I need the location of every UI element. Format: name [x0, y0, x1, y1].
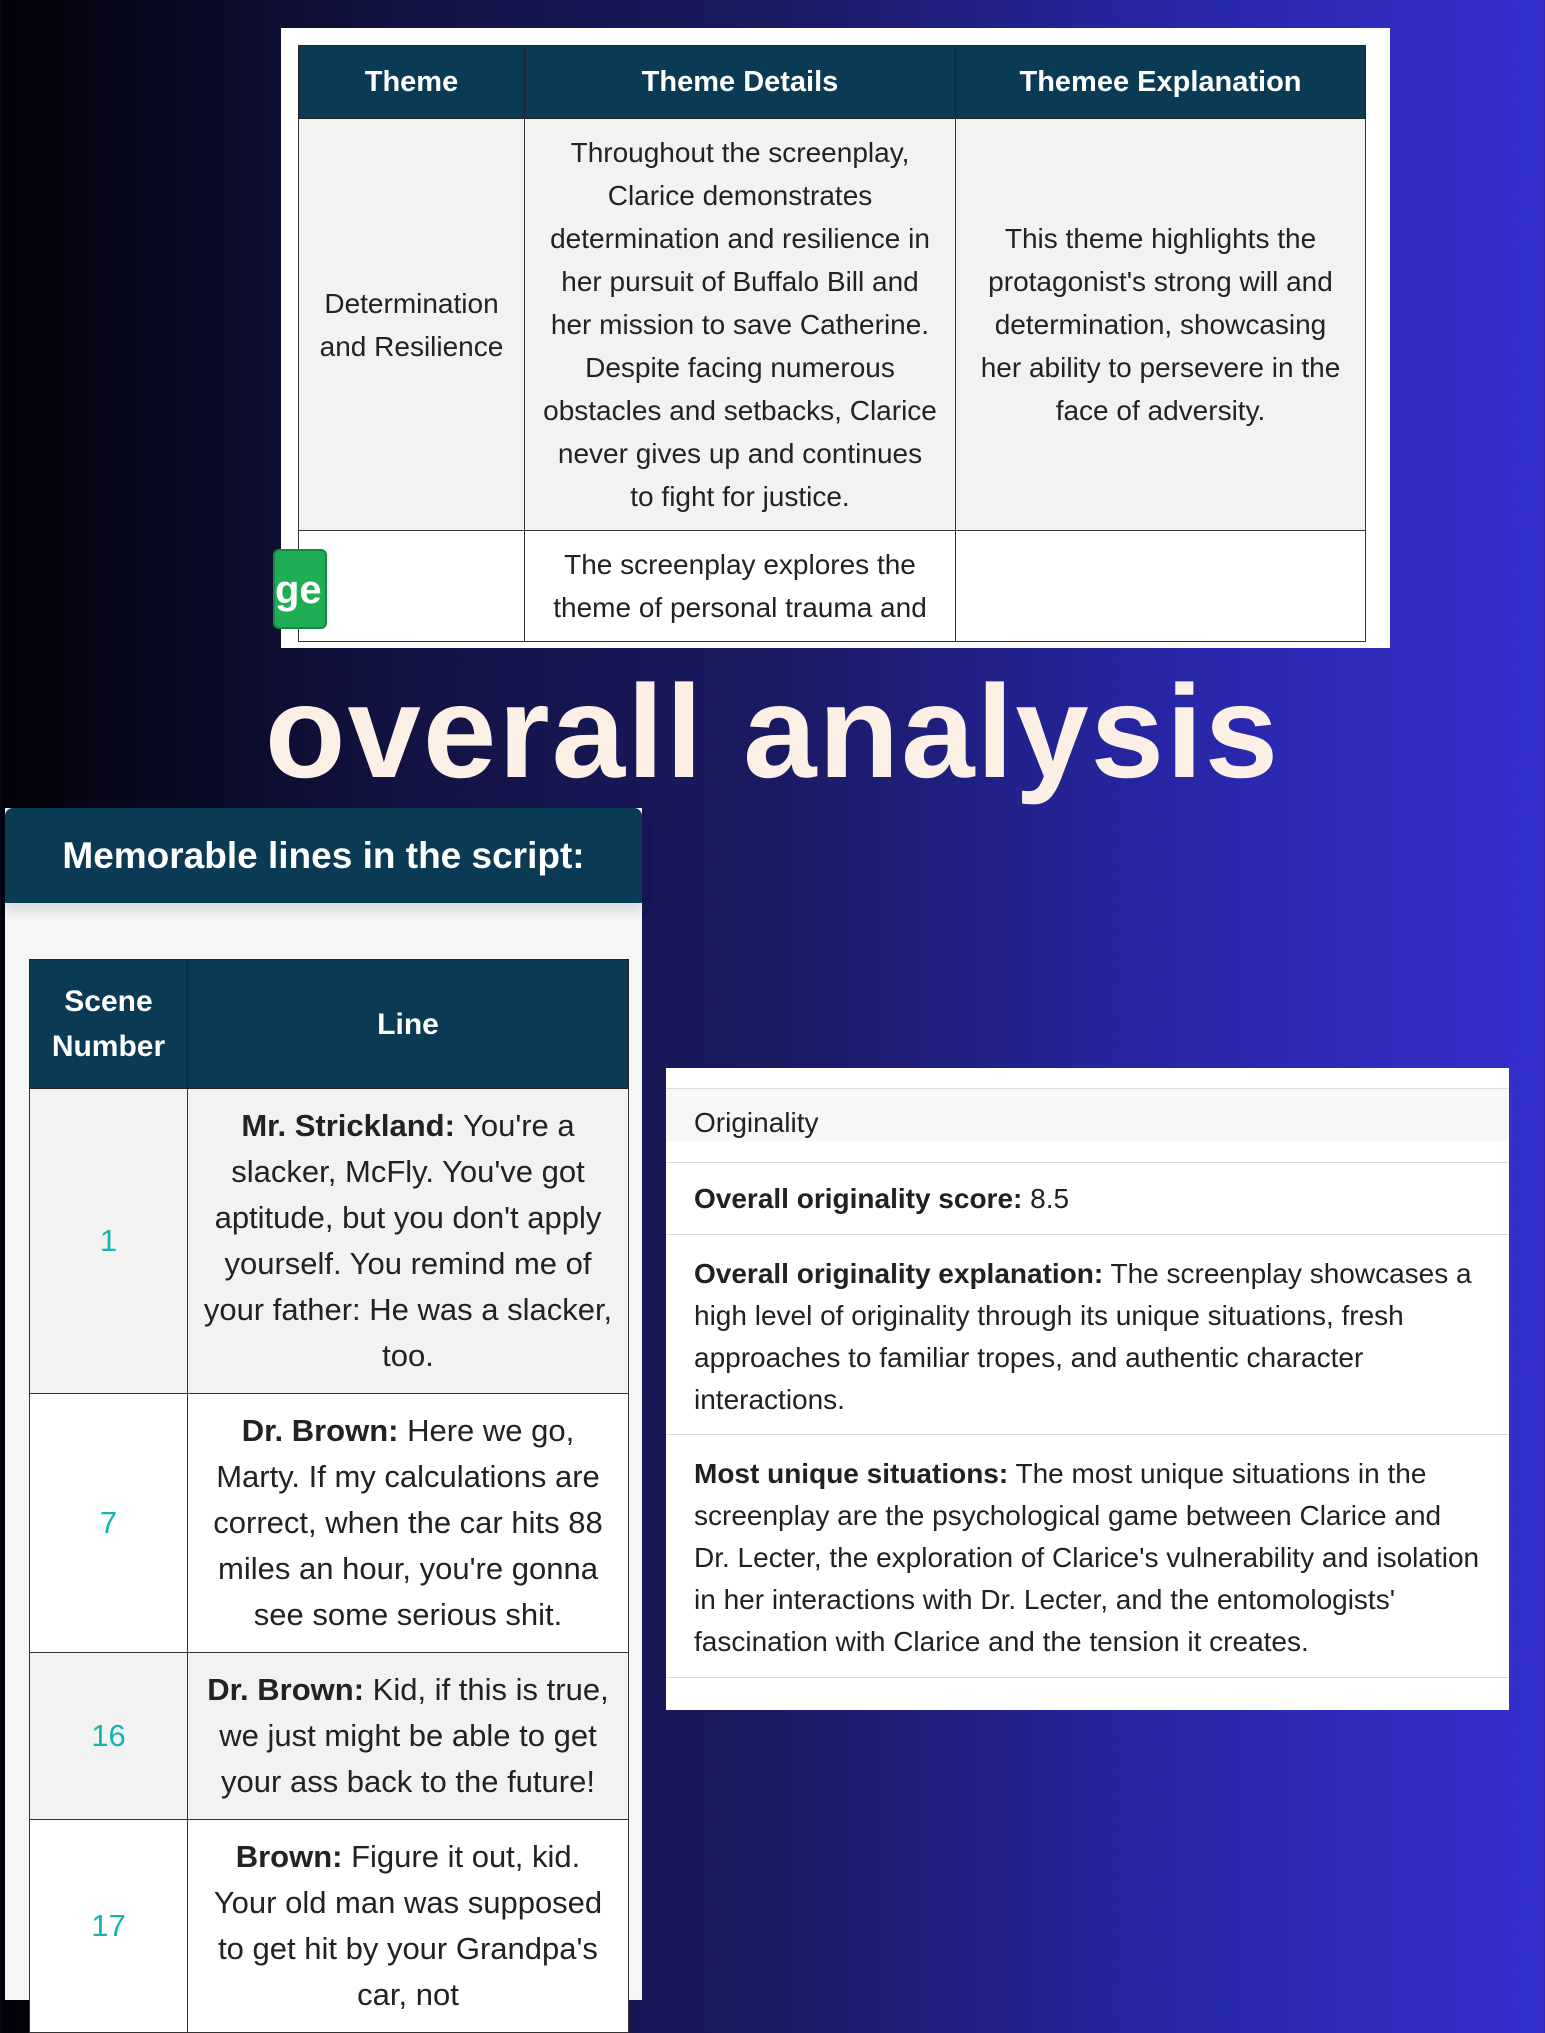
memorable-lines-table	[29, 959, 629, 2033]
speaker-name: Brown:	[235, 1839, 343, 1874]
column-header-theme-explanation: Themee Explanation	[956, 46, 1366, 119]
green-tag-badge[interactable]: ge	[273, 549, 327, 629]
memorable-header-row	[30, 960, 629, 1089]
speaker-name: Dr. Brown:	[241, 1413, 399, 1448]
unique-situations-row	[666, 1434, 1509, 1678]
line-text: Figure it out, kid. Your old man was supposed to get hit by your Grandpa's car, not	[213, 1839, 603, 2012]
theme-explanation-cell	[956, 531, 1366, 642]
line-text: You're a slacker, McFly. You've got aptitude, but you don't apply yourself. You remind me of your father: He was a slacker, too.	[203, 1108, 613, 1373]
unique-situations-text: The most unique situations in the screenplay are the psychological game between Clarice and Dr. Lecter, the exploration of Clarice's vulnerability and isolation in her interactions with Dr. Lecter, and the entomologists' fascination with Clarice and the tension it creates.	[694, 1458, 1480, 1657]
theme-cell: Determination and Resilience	[299, 119, 525, 531]
score-label: Overall originality score:	[694, 1183, 1023, 1214]
originality-score-row	[666, 1162, 1509, 1235]
scene-number-link[interactable]: 17	[30, 1820, 188, 2033]
memorable-line	[188, 1653, 629, 1820]
table-row	[30, 1653, 629, 1820]
page-title: overall analysis	[264, 658, 1281, 805]
theme-cell	[299, 531, 525, 642]
originality-header: Originality	[666, 1088, 1509, 1141]
memorable-line	[188, 1820, 629, 2033]
themes-table	[298, 45, 1366, 642]
table-row	[30, 1394, 629, 1653]
theme-details-cell: The screenplay explores the theme of personal trauma and	[525, 531, 956, 642]
table-row	[299, 531, 1366, 642]
themes-header-row	[299, 46, 1366, 119]
memorable-line	[188, 1394, 629, 1653]
originality-explanation-row	[666, 1234, 1509, 1435]
scene-number-link[interactable]: 7	[30, 1394, 188, 1653]
table-row	[30, 1820, 629, 2033]
score-value: 8.5	[1030, 1183, 1070, 1214]
memorable-line	[188, 1089, 629, 1394]
originality-panel	[666, 1068, 1509, 1710]
themes-panel	[275, 28, 1390, 648]
theme-explanation-cell: This theme highlights the protagonist's strong will and determination, showcasing her ability to persevere in the face of adversity.	[956, 119, 1366, 531]
table-row	[30, 1089, 629, 1394]
line-text: Kid, if this is true, we just might be able to get your ass back to the future!	[219, 1672, 609, 1799]
column-header-scene-number: Scene Number	[30, 960, 188, 1089]
explanation-text: The screenplay showcases a high level of originality through its unique situations, fresh approaches to familiar tropes, and authentic character interactions.	[694, 1258, 1472, 1415]
line-text: Here we go, Marty. If my calculations are correct, when the car hits 88 miles an hour, you're gonna see some serious shit.	[213, 1413, 603, 1632]
table-row	[299, 119, 1366, 531]
column-header-line: Line	[188, 960, 629, 1089]
speaker-name: Mr. Strickland:	[241, 1108, 455, 1143]
memorable-lines-panel	[5, 808, 642, 2012]
explanation-label: Overall originality explanation:	[694, 1258, 1104, 1289]
speaker-name: Dr. Brown:	[207, 1672, 365, 1707]
memorable-lines-title: Memorable lines in the script:	[5, 808, 642, 903]
scene-number-link[interactable]: 16	[30, 1653, 188, 1820]
unique-situations-label: Most unique situations:	[694, 1458, 1009, 1489]
theme-details-cell: Throughout the screenplay, Clarice demonstrates determination and resilience in her pursuit of Buffalo Bill and her mission to save Catherine. Despite facing numerous obstacles and setbacks, Clarice never gives up and continues to fight for justice.	[525, 119, 956, 531]
column-header-theme-details: Theme Details	[525, 46, 956, 119]
column-header-theme: Theme	[299, 46, 525, 119]
scene-number-link[interactable]: 1	[30, 1089, 188, 1394]
